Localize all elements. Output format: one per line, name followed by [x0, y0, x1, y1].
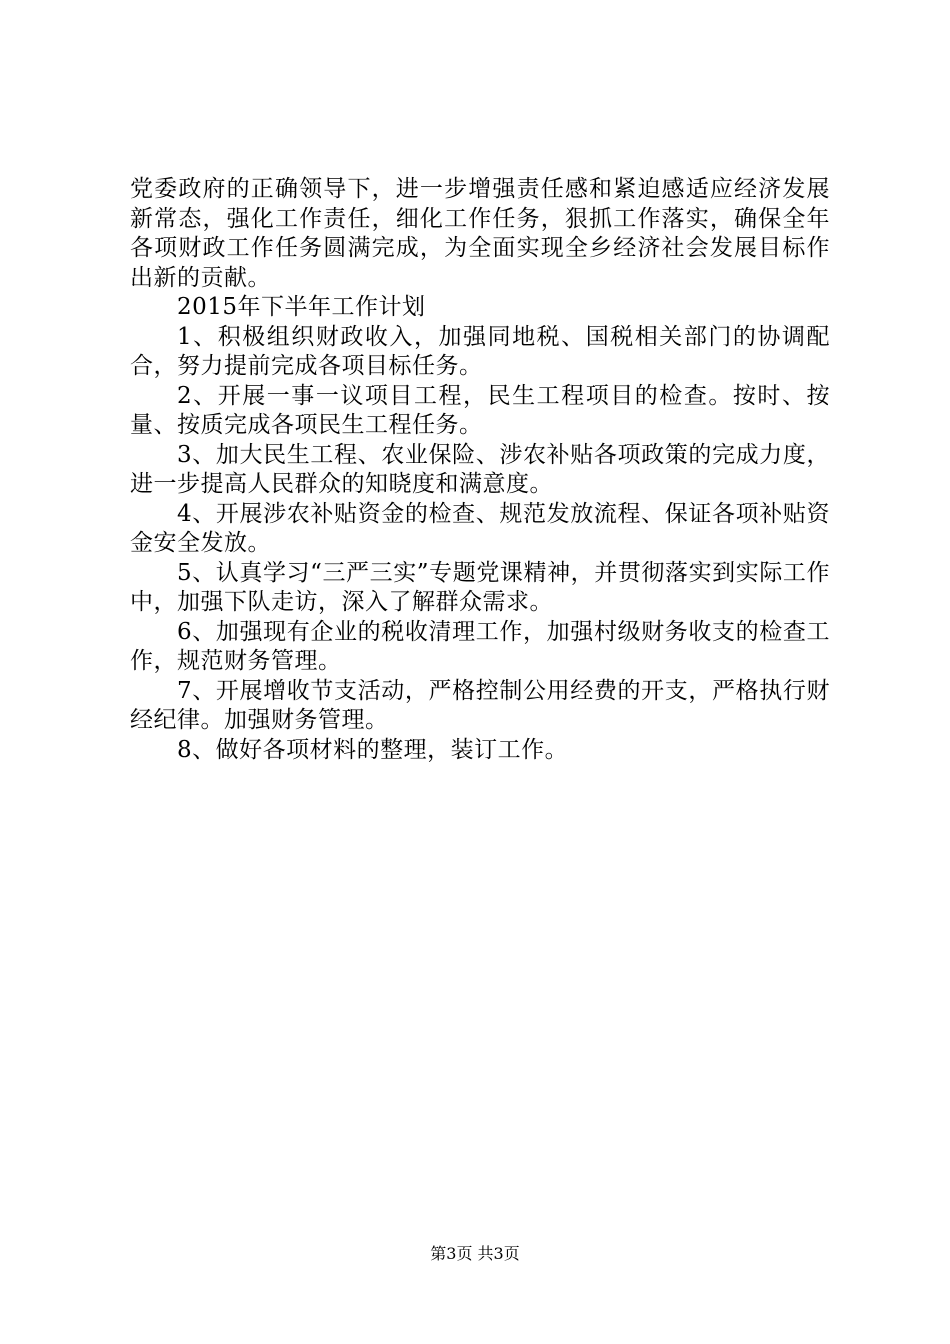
- plan-item-6: 6、加强现有企业的税收清理工作，加强村级财务收支的检查工作，规范财务管理。: [130, 618, 830, 674]
- page-footer: 第3页 共3页: [430, 1244, 520, 1263]
- section-heading: 2015年下半年工作计划: [177, 294, 426, 320]
- document-body: [130, 175, 830, 765]
- intro-paragraph: 党委政府的正确领导下，进一步增强责任感和紧迫感适应经济发展新常态，强化工作责任，细化工作任务，狠抓工作落实，确保全年各项财政工作任务圆满完成，为全面实现全乡经济社会发展目标作出新的贡献。: [130, 176, 830, 291]
- plan-item-2: 2、开展一事一议项目工程，民生工程项目的检查。按时、按量、按质完成各项民生工程任务。: [130, 382, 830, 438]
- plan-item-5: 5、认真学习“三严三实”专题党课精神，并贯彻落实到实际工作中，加强下队走访，深入了解群众需求。: [130, 559, 830, 615]
- plan-item-4: 4、开展涉农补贴资金的检查、规范发放流程、保证各项补贴资金安全发放。: [130, 500, 830, 556]
- plan-item-8: 8、做好各项材料的整理，装订工作。: [177, 736, 569, 763]
- plan-item-1: 1、积极组织财政收入，加强同地税、国税相关部门的协调配合，努力提前完成各项目标任务。: [130, 323, 830, 379]
- plan-item-7: 7、开展增收节支活动，严格控制公用经费的开支，严格执行财经纪律。加强财务管理。: [130, 677, 830, 733]
- plan-item-3: 3、加大民生工程、农业保险、涉农补贴各项政策的完成力度，进一步提高人民群众的知晓度和满意度。: [130, 441, 830, 497]
